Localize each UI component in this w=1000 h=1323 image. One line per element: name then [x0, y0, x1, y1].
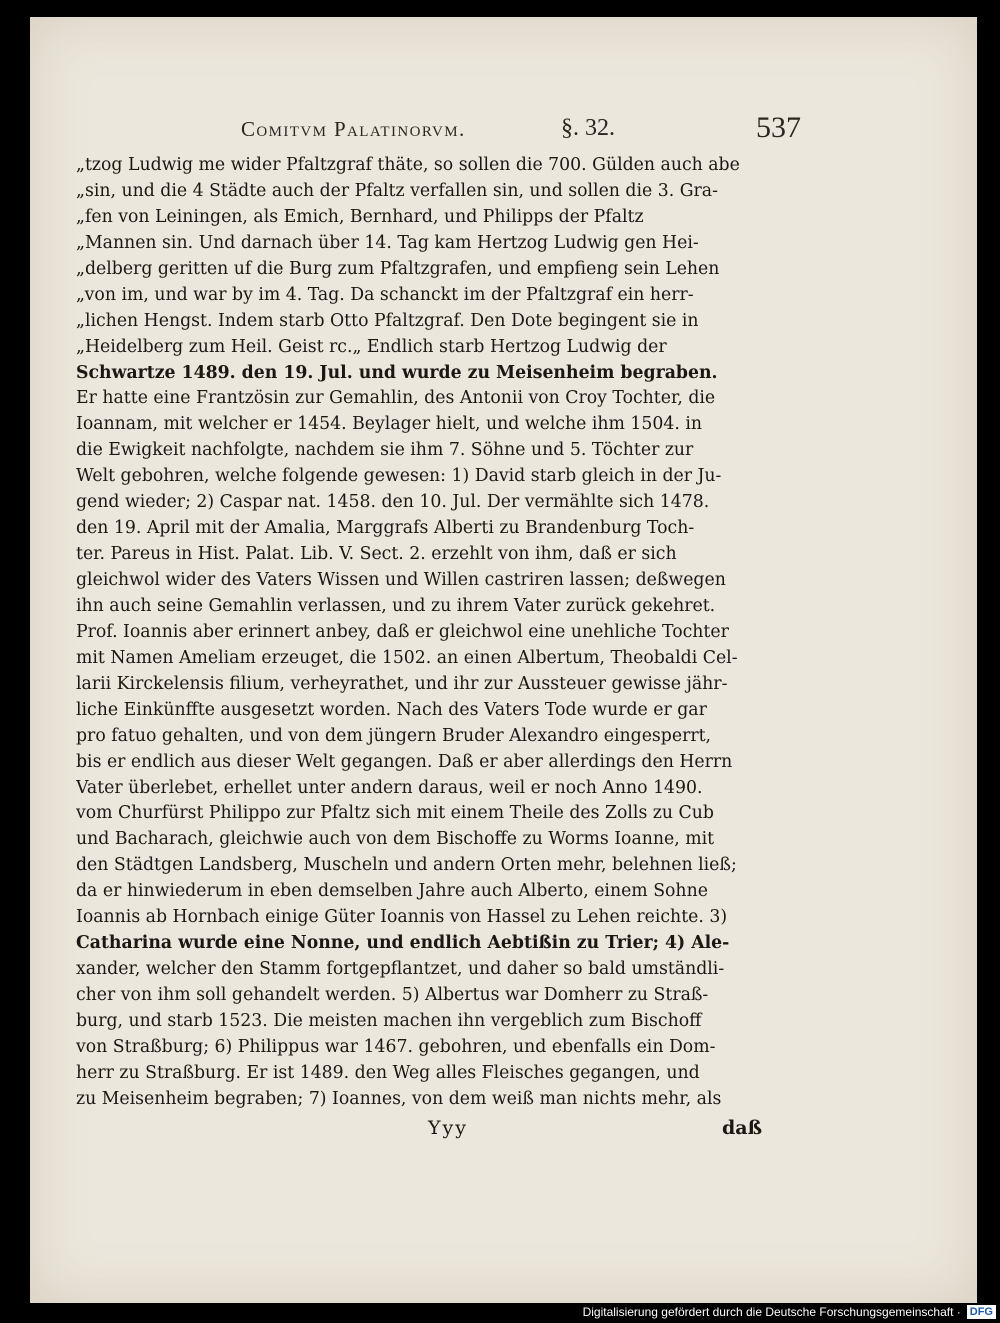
text-line: pro fatuo gehalten, und von dem jüngern Bruder Alexandro eingesperrt, — [76, 725, 712, 746]
text-line: den Städtgen Landsberg, Muscheln und andern Orten mehr, belehnen ließ; — [76, 855, 737, 876]
text-line: Welt gebohren, welche folgende gewesen: 1) David starb gleich in der Ju- — [76, 466, 722, 487]
text-line: von Straßburg; 6) Philippus war 1467. gebohren, und ebenfalls ein Dom- — [76, 1036, 716, 1057]
text-line: herr zu Straßburg. Er ist 1489. den Weg alles Fleisches gegangen, und — [76, 1062, 700, 1083]
text-line: gleichwol wider des Vaters Wissen und Willen castriren lassen; deßwegen — [76, 570, 726, 590]
text-line: Ioannis ab Hornbach einige Güter Ioannis von Hassel zu Lehen reichte. 3) — [76, 907, 728, 928]
text-line: Prof. Ioannis aber erinnert anbey, daß er gleichwol eine unehliche Tochter — [76, 621, 729, 642]
running-title: Comitvm Palatinorvm. — [241, 117, 466, 141]
text-line: bis er endlich aus dieser Welt gegangen. Daß er aber allerdings den Herrn — [76, 751, 733, 772]
body-text — [76, 153, 756, 1113]
text-line: „lichen Hengst. Indem starb Otto Pfaltzgraf. Den Dote begingent sie in — [76, 310, 699, 331]
text-line: „fen von Leiningen, als Emich, Bernhard, und Philipps der Pfaltz — [76, 206, 644, 227]
text-line: ter. Pareus in Hist. Palat. Lib. V. Sect. 2. erzehlt von ihm, daß er sich — [76, 544, 677, 565]
page-header — [241, 109, 801, 149]
signature-mark: Yyy — [428, 1117, 469, 1139]
text-line: cher von ihm soll gehandelt werden. 5) Albertus war Domherr zu Straß- — [76, 985, 709, 1005]
text-line: und Bacharach, gleichwie auch von dem Bischoffe zu Worms Ioanne, mit — [76, 829, 715, 850]
text-line: „Mannen sin. Und darnach über 14. Tag kam Hertzog Ludwig gen Hei- — [76, 232, 699, 253]
footer-credit — [583, 1303, 996, 1321]
text-line: Vater überlebet, erhellet unter andern daraus, weil er noch Anno 1490. — [76, 777, 703, 798]
catchword: daß — [722, 1117, 763, 1139]
text-line: den 19. April mit der Amalia, Marggrafs Alberti zu Brandenburg Toch- — [76, 518, 695, 539]
text-line: gend wieder; 2) Caspar nat. 1458. den 10. Jul. Der vermählte sich 1478. — [76, 492, 710, 513]
dfg-logo-icon: DFG — [967, 1305, 996, 1319]
text-line: vom Churfürst Philippo zur Pfaltz sich mit einem Theile des Zolls zu Cub — [76, 803, 714, 824]
text-line: Schwartze 1489. den 19. Jul. und wurde zu Meisenheim begraben. — [76, 362, 718, 383]
text-line: burg, und starb 1523. Die meisten machen ihn vergeblich zum Bischoff — [76, 1010, 702, 1031]
text-line: liche Einkünffte ausgesetzt worden. Nach des Vaters Tode wurde er gar — [76, 699, 707, 720]
text-line: „von im, und war by im 4. Tag. Da schanckt im der Pfaltzgraf ein herr- — [76, 284, 694, 305]
text-line: „sin, und die 4 Städte auch der Pfaltz verfallen sin, und sollen die 3. Gra- — [76, 180, 718, 201]
page-number: 537 — [756, 111, 801, 144]
text-line: ihn auch seine Gemahlin verlassen, und zu ihrem Vater zurück gekehret. — [76, 595, 716, 616]
text-line: „delberg geritten uf die Burg zum Pfaltzgrafen, und empfieng sein Lehen — [76, 258, 720, 279]
text-line: zu Meisenheim begraben; 7) Ioannes, von dem weiß man nichts mehr, als — [76, 1088, 722, 1109]
footer-text: Digitalisierung gefördert durch die Deutsche Forschungsgemeinschaft · — [582, 1305, 961, 1319]
text-line: Catharina wurde eine Nonne, und endlich Aebtißin zu Trier; 4) Ale- — [76, 933, 730, 954]
text-line: larii Kirckelensis filium, verheyrathet, und ihr zur Aussteuer gewisse jähr- — [76, 673, 728, 694]
text-line: mit Namen Ameliam erzeuget, die 1502. an einen Albertum, Theobaldi Cel- — [76, 647, 738, 668]
text-line: Ioannam, mit welcher er 1454. Beylager hielt, und welche ihm 1504. in — [76, 414, 703, 435]
section-number: §. 32. — [561, 115, 615, 141]
text-line: „tzog Ludwig me wider Pfaltzgraf thäte, so sollen die 700. Gülden auch abe — [76, 155, 740, 175]
text-line: Er hatte eine Frantzösin zur Gemahlin, des Antonii von Croy Tochter, die — [76, 388, 716, 409]
text-line: „Heidelberg zum Heil. Geist rc.„ Endlich starb Hertzog Ludwig der — [76, 336, 667, 357]
text-line: die Ewigkeit nachfolgte, nachdem sie ihm 7. Söhne und 5. Töchter zur — [76, 440, 694, 461]
text-line: xander, welcher den Stamm fortgepflantzet, und daher so bald umständli- — [76, 959, 725, 980]
text-line: da er hinwiederum in eben demselben Jahre auch Alberto, einem Sohne — [76, 881, 708, 902]
